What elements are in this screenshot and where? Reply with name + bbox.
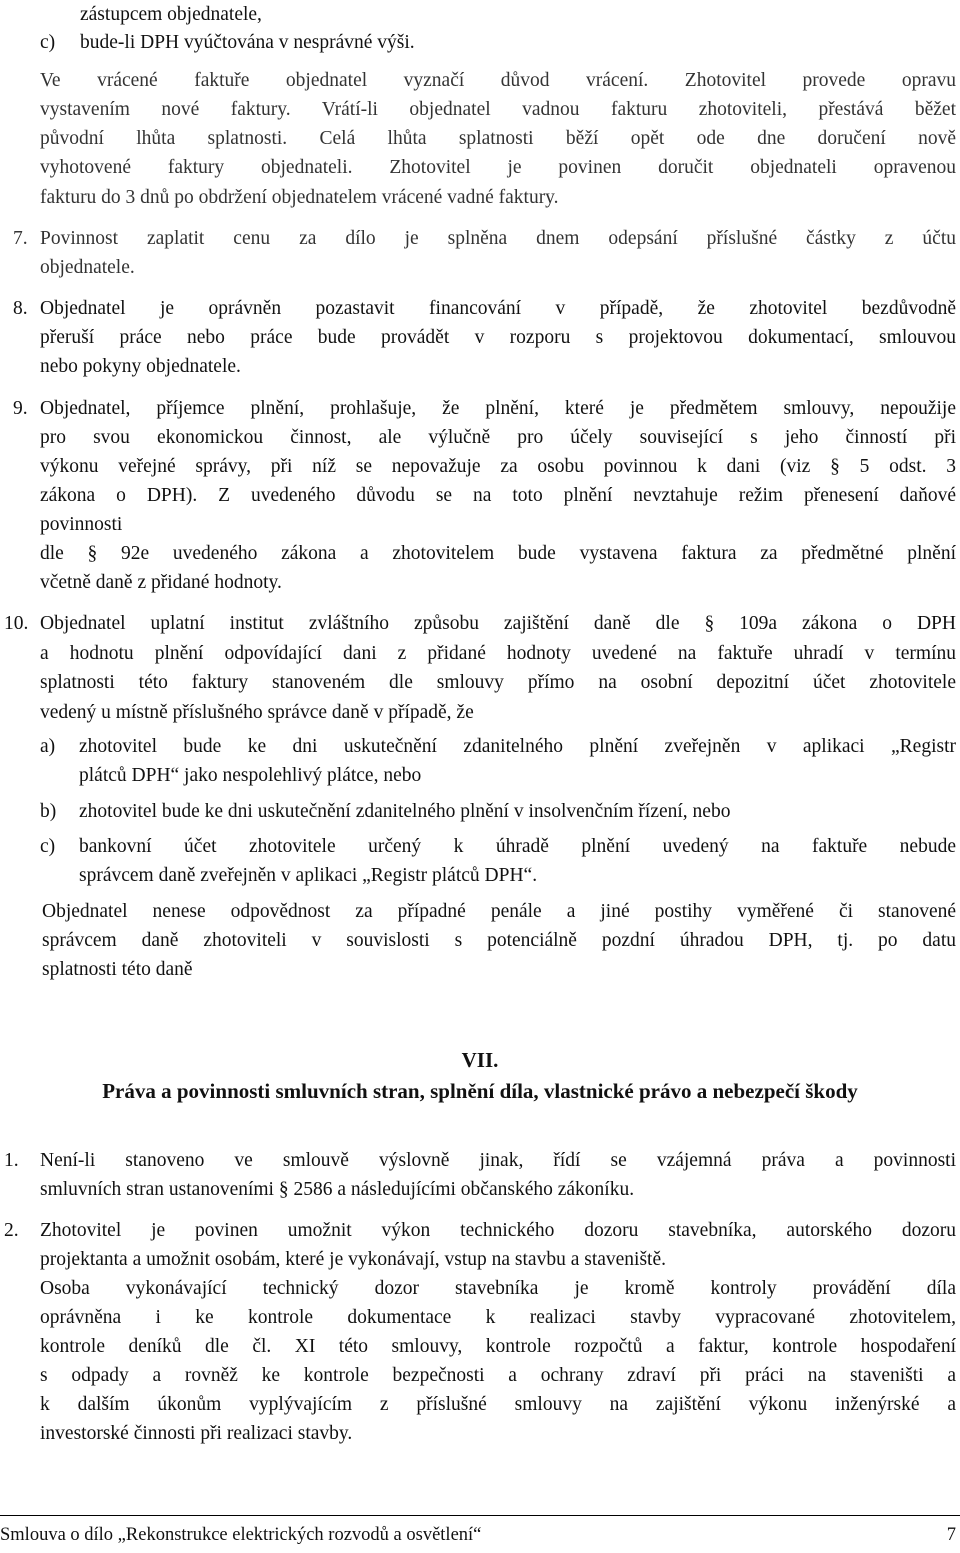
text-line: správcem daně zhotoviteli v souvislosti s potenciálně pozdní úhradou DPH, tj. po datu: [42, 930, 956, 951]
footer-divider: [0, 1515, 960, 1516]
list-marker: c): [40, 32, 56, 53]
text-line: nebo pokyny objednatele.: [40, 356, 241, 377]
section-title: Práva a povinnosti smluvních stran, splnění díla, vlastnické právo a nebezpečí škody: [102, 1079, 858, 1103]
text-line: Objednatel nenese odpovědnost za případné penále a jiné postihy vyměřené či stanovené: [42, 901, 956, 922]
text-line: Objednatel uplatní institut zvláštního způsobu zajištění daně dle § 109a zákona o DPH: [40, 613, 956, 634]
text-line: investorské činnosti při realizaci stavby.: [40, 1423, 353, 1444]
text-line: správcem daně zveřejněn v aplikaci „Registr plátců DPH“.: [79, 865, 538, 886]
item-number: 1.: [4, 1150, 19, 1171]
item-number: 2.: [4, 1220, 19, 1241]
text-line: výkonu veřejné správy, při níž se nepovažuje za osobu povinnou k dani (viz § 5 odst. 3: [40, 456, 956, 477]
text-line: oprávněna i ke kontrole dokumentace k realizaci stavby vypracované zhotovitelem,: [40, 1307, 956, 1328]
text-line: zástupcem objednatele,: [80, 4, 262, 25]
text-line: Povinnost zaplatit cenu za dílo je splněna dnem odepsání příslušné částky z účtu: [40, 228, 956, 249]
text-line: dle § 92e uvedeného zákona a zhotovitelem bude vystavena faktura za předmětné plnění: [40, 543, 956, 564]
text-line: smluvních stran ustanoveními § 2586 a následujícími občanského zákoníku.: [40, 1179, 635, 1200]
text-line: bankovní účet zhotovitele určený k úhradě plnění uvedený na faktuře nebude: [79, 836, 956, 857]
text-line: vedený u místně příslušného správce daně v případě, že: [40, 702, 474, 723]
text-line: s odpady a rovněž ke kontrole bezpečnosti a ochrany zdraví při práci na staveništi a: [40, 1365, 956, 1386]
list-marker: c): [40, 836, 56, 857]
text-line: plátců DPH“ jako nespolehlivý plátce, nebo: [79, 765, 422, 786]
text-line: včetně daně z přidané hodnoty.: [40, 572, 282, 593]
text-line: projektanta a umožnit osobám, které je vykonávají, vstup na stavbu a staveniště.: [40, 1249, 666, 1270]
text-line: vystavením nové faktury. Vrátí-li objednatel vadnou fakturu zhotoviteli, přestává běžet: [40, 99, 956, 120]
text-line: Objednatel, příjemce plnění, prohlašuje, že plnění, které je předmětem smlouvy, nepoužije: [40, 398, 956, 419]
text-line: zhotovitel bude ke dni uskutečnění zdanitelného plnění v insolvenčním řízení, nebo: [79, 801, 731, 822]
text-line: zákona o DPH). Z uvedeného důvodu se na toto plnění nevztahuje režim přenesení daňové: [40, 485, 956, 506]
section-number: VII.: [461, 1048, 499, 1072]
item-number: 8.: [13, 298, 28, 319]
text-line: povinnosti: [40, 514, 123, 535]
text-line: zhotovitel bude ke dni uskutečnění zdanitelného plnění zveřejněn v aplikaci „Registr: [79, 736, 956, 757]
text-line: vyhotovené faktury objednateli. Zhotovitel je povinen doručit objednateli opravenou: [40, 157, 956, 178]
footer-title: Smlouva o dílo „Rekonstrukce elektrických rozvodů a osvětlení“: [0, 1525, 482, 1545]
list-marker: a): [40, 736, 56, 757]
item-number: 10.: [4, 613, 29, 634]
text-line: k dalším úkonům vyplývajícím z příslušné smlouvy na zajištění výkonu inženýrské a: [40, 1394, 956, 1415]
page-number: 7: [946, 1525, 956, 1545]
text-line: a hodnotu plnění odpovídající dani z přidané hodnoty uvedené na faktuře uhradí v termínu: [40, 643, 956, 664]
text-line: kontrole deníků dle čl. XI této smlouvy, kontrole rozpočtů a faktur, kontrole hospodaření: [40, 1336, 956, 1357]
text-line: bude-li DPH vyúčtována v nesprávné výši.: [80, 32, 415, 53]
text-line: Není-li stanoveno ve smlouvě výslovně jinak, řídí se vzájemná práva a povinnosti: [40, 1150, 956, 1171]
text-line: původní lhůta splatnosti. Celá lhůta splatnosti běží opět ode dne doručení nově: [40, 128, 956, 149]
text-line: Osoba vykonávající technický dozor stavebníka je kromě kontroly provádění díla: [40, 1278, 956, 1299]
text-line: Zhotovitel je povinen umožnit výkon technického dozoru stavebníka, autorského dozoru: [40, 1220, 956, 1241]
text-line: Ve vrácené faktuře objednatel vyznačí důvod vrácení. Zhotovitel provede opravu: [40, 70, 956, 91]
text-line: přeruší práce nebo práce bude provádět v rozporu s projektovou dokumentací, smlouvou: [40, 327, 956, 348]
text-line: pro svou ekonomickou činnost, ale výlučně pro účely související s jeho činností při: [40, 427, 956, 448]
text-line: objednatele.: [40, 257, 135, 278]
item-number: 7.: [13, 228, 28, 249]
text-line: fakturu do 3 dnů po obdržení objednatelem vrácené vadné faktury.: [40, 187, 559, 208]
text-line: Objednatel je oprávněn pozastavit financování v případě, že zhotovitel bezdůvodně: [40, 298, 956, 319]
text-line: splatnosti této faktury stanoveném dle smlouvy přímo na osobní depozitní účet zhotovitele: [40, 672, 956, 693]
item-number: 9.: [13, 398, 28, 419]
text-line: splatnosti této daně: [42, 959, 193, 980]
list-marker: b): [40, 801, 57, 822]
